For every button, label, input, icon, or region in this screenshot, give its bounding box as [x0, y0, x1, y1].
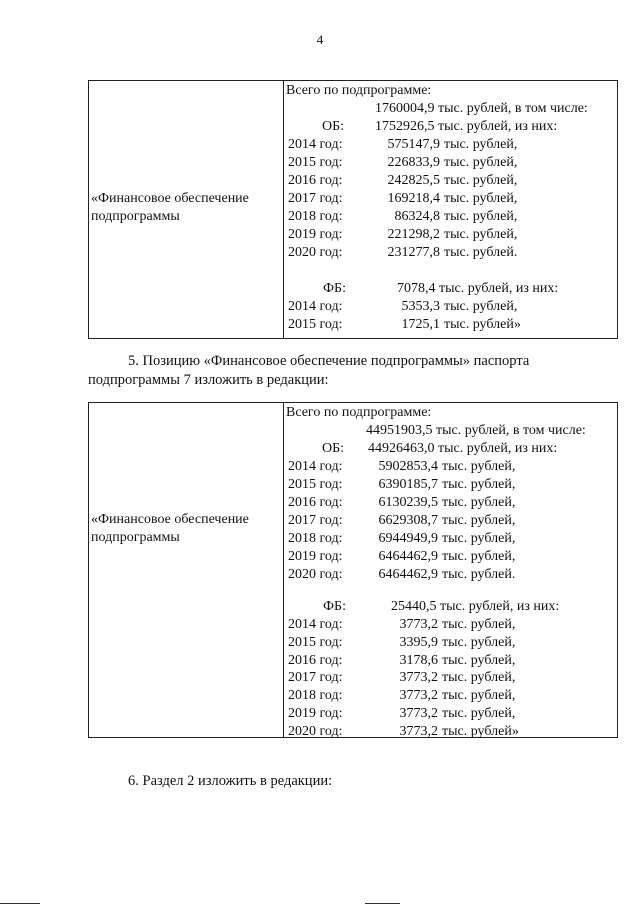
amount-value: 3773,2 [399, 723, 438, 739]
amount-value: 5902853,4 [378, 459, 438, 474]
amount-unit: тыс. рублей, [444, 137, 518, 152]
financing-table-2 [88, 402, 618, 738]
ob-value: 1752926,5 тыс. рублей, из них: [375, 119, 558, 134]
amount-unit: тыс. рублей, [444, 227, 518, 242]
ob-value: 44926463,0 тыс. рублей, из них: [368, 441, 558, 456]
paragraph-5-line1: 5. Позицию «Финансовое обеспечение подпрограммы» паспорта [128, 353, 530, 369]
amount-value: 5353,3 [401, 299, 440, 314]
amount-value: 3395,9 [399, 634, 438, 650]
year-label: 2014 год: [288, 459, 343, 474]
financing-table-1 [88, 80, 618, 339]
fb-label: ФБ: [323, 281, 346, 296]
amount-unit: тыс. рублей, [442, 652, 516, 668]
amount-unit: тыс. рублей, [442, 513, 516, 528]
amount-value: 6944949,9 [378, 531, 438, 546]
column-divider [283, 81, 284, 338]
financing-label-line2: подпрограммы [91, 209, 180, 224]
amount-value: 3773,2 [399, 617, 438, 632]
amount-unit: тыс. рублей, [442, 549, 516, 564]
amount-unit: тыс. рублей, [442, 531, 516, 546]
amount-unit: тыс. рублей, [442, 688, 516, 704]
amount-value: 169218,4 [387, 191, 440, 206]
footer-rule-center [365, 903, 400, 904]
amount-value: 3773,2 [399, 688, 438, 704]
amount-unit: тыс. рублей, [442, 634, 516, 650]
amount-value: 3773,2 [399, 670, 438, 686]
amount-unit: тыс. рублей, [442, 617, 516, 632]
amount-value: 575147,9 [387, 137, 440, 152]
year-label: 2016 год: [288, 652, 343, 668]
amount-value: 3773,2 [399, 706, 438, 721]
year-label: 2020 год: [288, 723, 343, 739]
year-label: 2020 год: [288, 567, 343, 582]
amount-unit: тыс. рублей. [442, 567, 516, 582]
fb-label: ФБ: [323, 599, 346, 614]
amount-value: 242825,5 [387, 173, 440, 188]
total-value: 1760004,9 тыс. рублей, в том числе: [375, 101, 588, 116]
year-label: 2017 год: [288, 513, 343, 528]
ob-label: ОБ: [322, 441, 345, 456]
year-label: 2015 год: [288, 317, 343, 332]
amount-unit: тыс. рублей, [442, 459, 516, 474]
footer-rule-left [0, 903, 40, 904]
amount-value: 6464462,9 [378, 567, 438, 582]
amount-unit: тыс. рублей» [442, 723, 519, 739]
amount-value: 6390185,7 [378, 477, 438, 492]
amount-unit: тыс. рублей, [444, 173, 518, 188]
amount-value: 3178,6 [399, 652, 438, 668]
amount-unit: тыс. рублей, [444, 155, 518, 170]
year-label: 2019 год: [288, 706, 343, 721]
amount-unit: тыс. рублей, [444, 191, 518, 206]
amount-value: 221298,2 [387, 227, 440, 242]
fb-value: 25440,5 тыс. рублей, из них: [391, 599, 560, 614]
year-label: 2018 год: [288, 209, 343, 224]
financing-label-line2: подпрограммы [91, 530, 180, 545]
amount-value: 6629308,7 [378, 513, 438, 528]
total-title: Всего по подпрограмме: [286, 83, 432, 98]
amount-value: 86324,8 [394, 209, 440, 224]
amount-value: 6130239,5 [378, 495, 438, 510]
amount-unit: тыс. рублей, [442, 670, 516, 686]
amount-value: 231277,8 [387, 245, 440, 260]
fb-value: 7078,4 тыс. рублей, из них: [397, 281, 559, 296]
amount-value: 226833,9 [387, 155, 440, 170]
financing-label-line1: «Финансовое обеспечение [91, 512, 249, 527]
amount-unit: тыс. рублей, [442, 706, 516, 721]
amount-unit: тыс. рублей, [442, 495, 516, 510]
paragraph-5-line2: подпрограммы 7 изложить в редакции: [88, 372, 329, 388]
year-label: 2018 год: [288, 688, 343, 704]
total-value: 44951903,5 тыс. рублей, в том числе: [366, 423, 586, 438]
amount-unit: тыс. рублей. [444, 245, 518, 260]
year-label: 2016 год: [288, 173, 343, 188]
amount-unit: тыс. рублей, [444, 299, 518, 314]
total-title: Всего по подпрограмме: [286, 405, 432, 420]
year-label: 2015 год: [288, 634, 343, 650]
year-label: 2016 год: [288, 495, 343, 510]
year-label: 2020 год: [288, 245, 343, 260]
year-label: 2017 год: [288, 670, 343, 686]
ob-label: ОБ: [322, 119, 345, 134]
year-label: 2014 год: [288, 299, 343, 314]
column-divider [283, 403, 284, 737]
amount-value: 6464462,9 [378, 549, 438, 564]
year-label: 2017 год: [288, 191, 343, 206]
paragraph-6: 6. Раздел 2 изложить в редакции: [128, 773, 333, 789]
amount-unit: тыс. рублей, [442, 477, 516, 492]
amount-value: 1725,1 [401, 317, 440, 332]
year-label: 2015 год: [288, 155, 343, 170]
year-label: 2019 год: [288, 227, 343, 242]
year-label: 2014 год: [288, 617, 343, 632]
amount-unit: тыс. рублей» [444, 317, 521, 332]
year-label: 2015 год: [288, 477, 343, 492]
amount-unit: тыс. рублей, [444, 209, 518, 224]
year-label: 2019 год: [288, 549, 343, 564]
year-label: 2014 год: [288, 137, 343, 152]
page-number: 4 [316, 32, 324, 47]
financing-label-line1: «Финансовое обеспечение [91, 191, 249, 206]
year-label: 2018 год: [288, 531, 343, 546]
